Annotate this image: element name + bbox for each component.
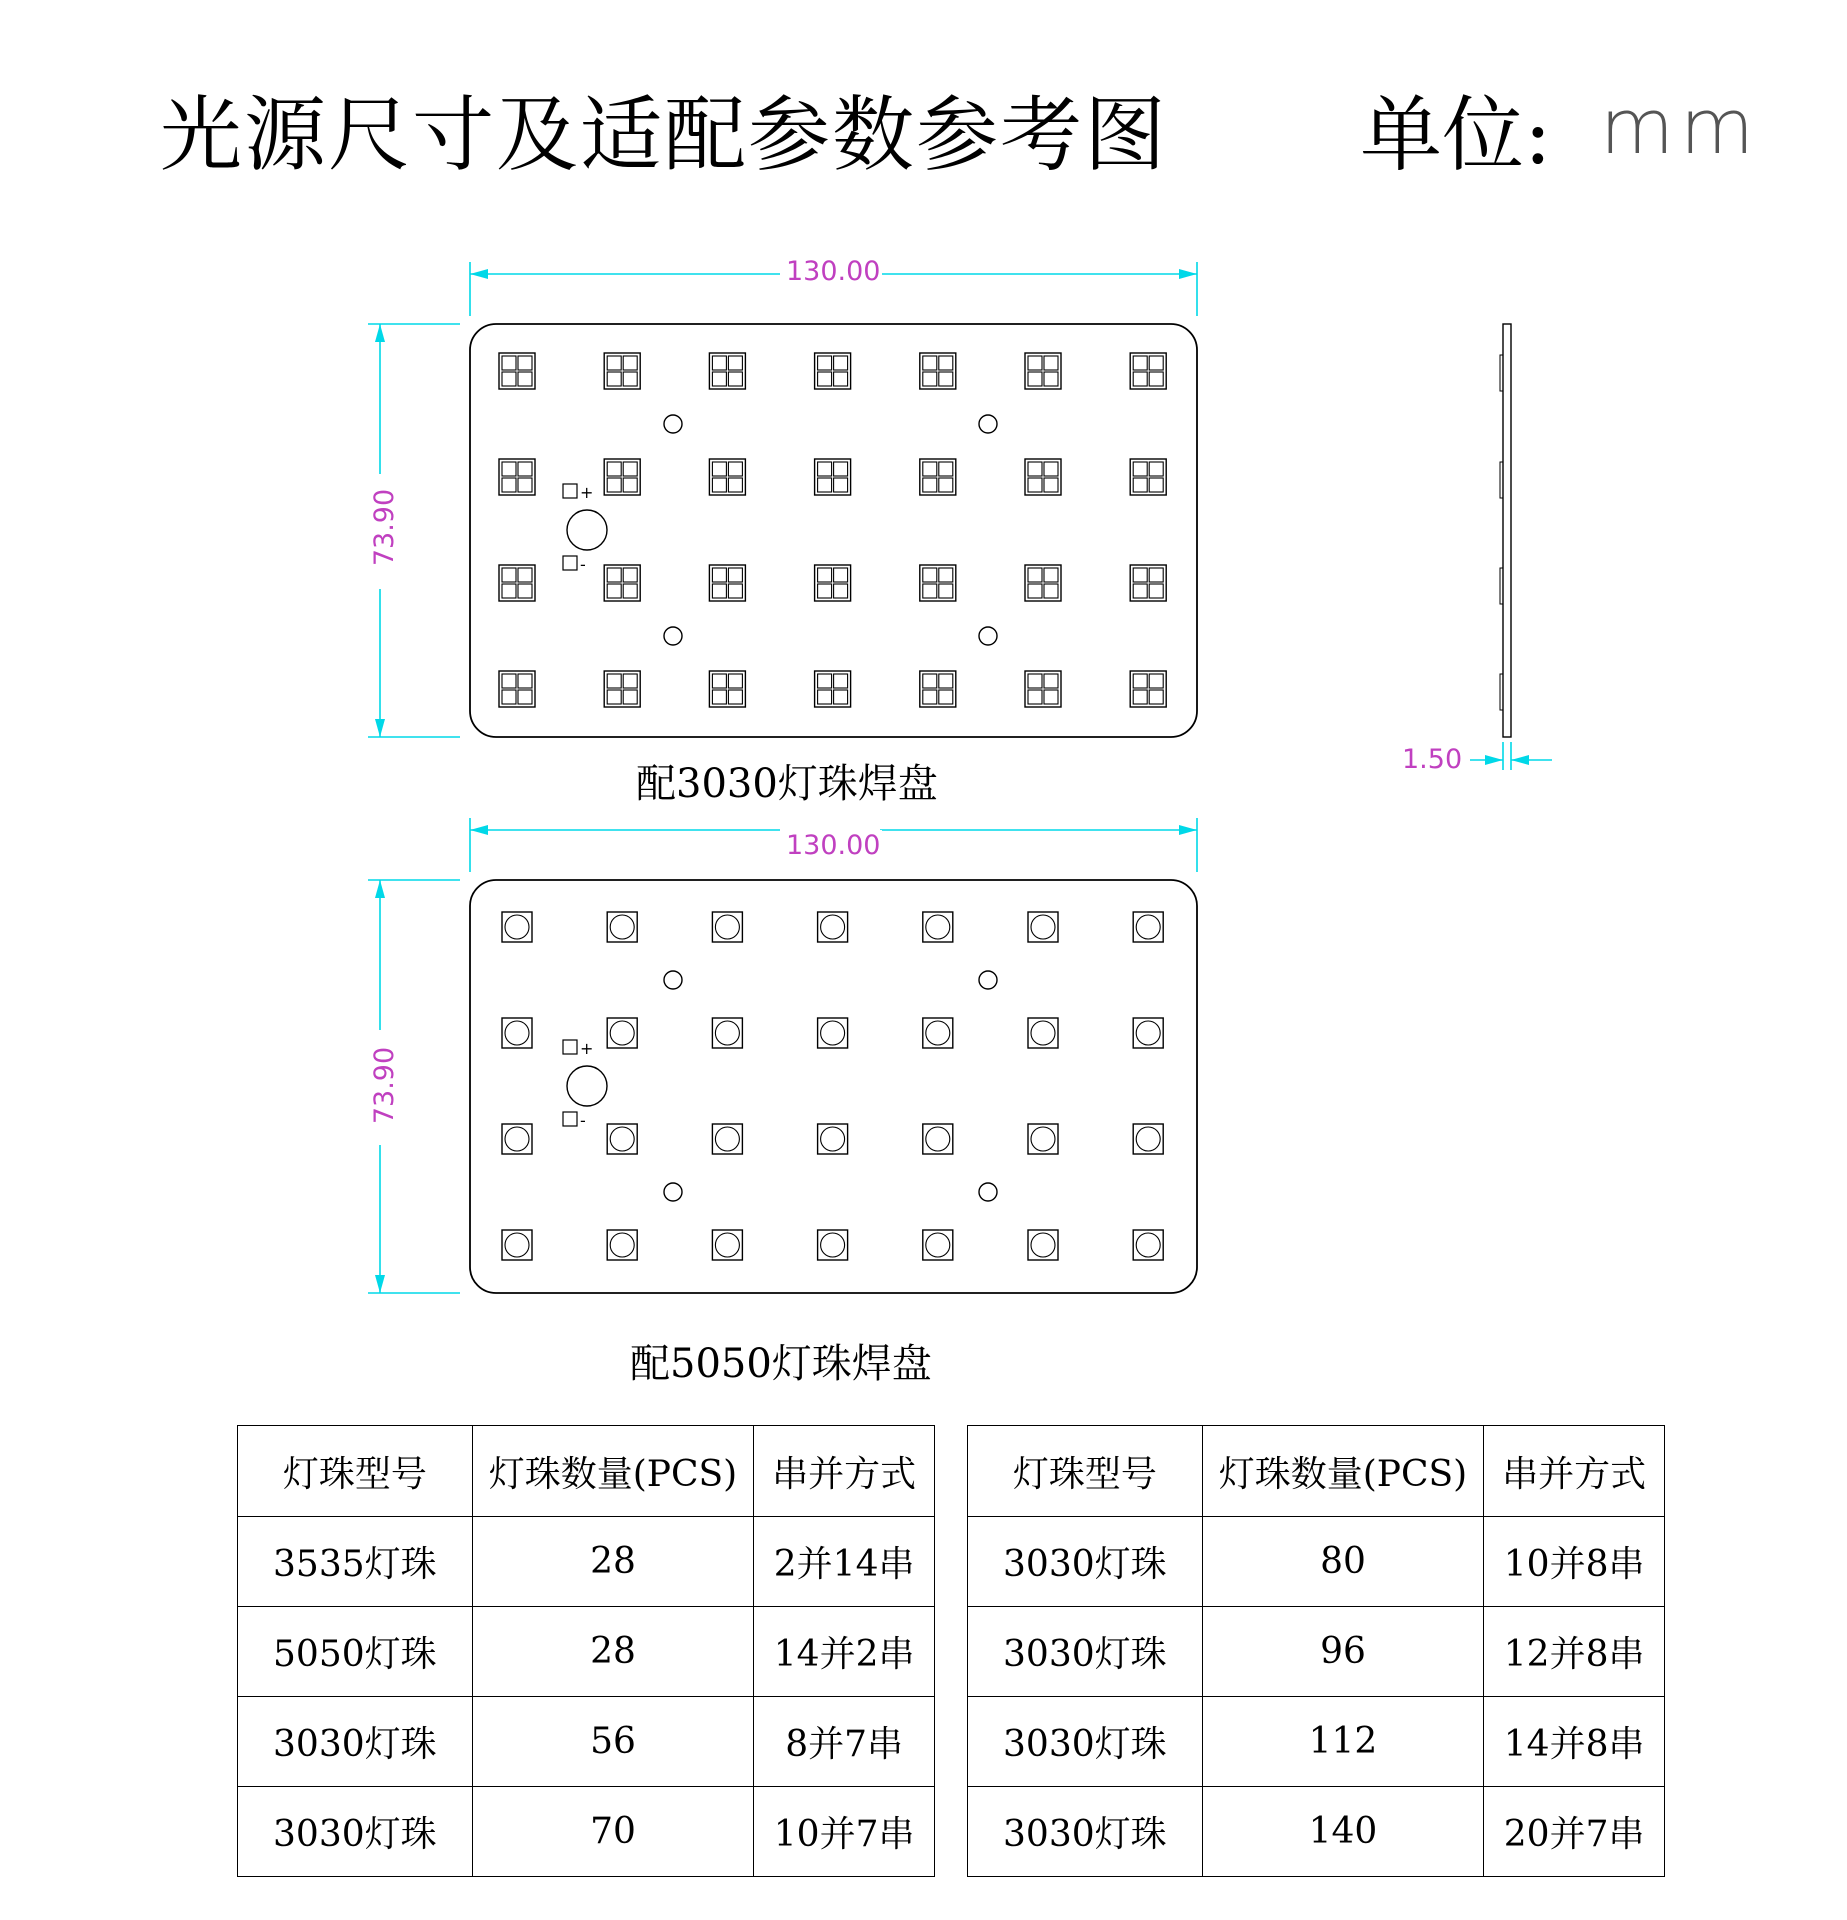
cell-led-count: 96 xyxy=(1202,1607,1484,1697)
led-pad-cell xyxy=(623,356,637,370)
terminal-plus-label: + xyxy=(580,1039,594,1058)
led-pad-5050 xyxy=(712,1124,742,1154)
led-pad-cell xyxy=(728,372,742,386)
led-pad-3030 xyxy=(1025,565,1061,601)
led-pad-cell xyxy=(834,674,848,688)
led-pad-cell xyxy=(607,478,621,492)
led-pad-cell xyxy=(939,568,953,582)
led-pad-cell xyxy=(818,372,832,386)
led-pad-circle xyxy=(610,1021,634,1045)
led-pad-cell xyxy=(728,462,742,476)
cell-led-model: 3535灯珠 xyxy=(238,1517,473,1607)
led-pad-cell xyxy=(818,584,832,598)
cell-wiring: 14并2串 xyxy=(754,1607,935,1697)
led-pad-cell xyxy=(1133,690,1147,704)
led-pad-cell xyxy=(1149,372,1163,386)
mounting-hole xyxy=(664,971,682,989)
led-pad-5050 xyxy=(1133,1018,1163,1048)
cell-led-model: 3030灯珠 xyxy=(238,1787,473,1877)
led-pad-3030 xyxy=(1025,671,1061,707)
led-pad-cell xyxy=(502,462,516,476)
led-pad-3030 xyxy=(604,671,640,707)
led-pad-5050 xyxy=(712,1230,742,1260)
led-pad-cell xyxy=(712,690,726,704)
led-pad-cell xyxy=(939,690,953,704)
board2-width-arrow-left xyxy=(470,825,488,835)
led-pad-cell xyxy=(834,356,848,370)
cell-wiring: 12并8串 xyxy=(1484,1607,1665,1697)
side-view-outline xyxy=(1503,324,1511,737)
led-pad-cell xyxy=(518,690,532,704)
led-pad-cell xyxy=(834,568,848,582)
led-pad-cell xyxy=(518,568,532,582)
led-pad-cell xyxy=(502,584,516,598)
led-pad-cell xyxy=(1133,462,1147,476)
side-thickness-dimension: 1.50 xyxy=(1402,744,1463,775)
led-pad-circle xyxy=(1031,1021,1055,1045)
mounting-hole xyxy=(979,415,997,433)
led-pad-circle xyxy=(1031,1233,1055,1257)
led-pad-5050 xyxy=(1028,1018,1058,1048)
led-pad-circle xyxy=(1136,915,1160,939)
led-pad-cell xyxy=(818,356,832,370)
mounting-hole xyxy=(979,627,997,645)
side-thickness-arrow-left xyxy=(1485,755,1503,765)
led-pad-cell xyxy=(1028,356,1042,370)
led-pad-cell xyxy=(1044,674,1058,688)
led-pad-3030 xyxy=(1025,459,1061,495)
cell-led-count: 140 xyxy=(1202,1787,1484,1877)
led-pad-3030 xyxy=(920,459,956,495)
led-pad-cell xyxy=(939,356,953,370)
led-pad-3030 xyxy=(815,459,851,495)
led-pad-circle xyxy=(821,1021,845,1045)
led-pad-circle xyxy=(715,915,739,939)
led-pad-circle xyxy=(926,1233,950,1257)
led-pad-circle xyxy=(926,915,950,939)
led-pad-cell xyxy=(1044,584,1058,598)
led-pad-cell xyxy=(502,568,516,582)
led-pad-cell xyxy=(502,674,516,688)
page-title: 光源尺寸及适配参数参考图 xyxy=(160,88,1169,183)
led-pad-cell xyxy=(1133,568,1147,582)
led-pad-5050 xyxy=(1133,1124,1163,1154)
led-pad-cell xyxy=(728,478,742,492)
led-pad-cell xyxy=(1044,356,1058,370)
side-thickness-arrow-right xyxy=(1511,755,1529,765)
terminal-minus-pad xyxy=(563,1112,577,1126)
led-pad-5050 xyxy=(818,1230,848,1260)
led-pad-cell xyxy=(1044,690,1058,704)
led-pad-circle xyxy=(1136,1233,1160,1257)
led-pad-cell xyxy=(518,478,532,492)
led-pad-3030 xyxy=(499,565,535,601)
cell-led-count: 112 xyxy=(1202,1697,1484,1787)
table-row xyxy=(238,1697,935,1787)
led-pad-circle xyxy=(610,1233,634,1257)
led-pad-5050 xyxy=(818,1124,848,1154)
led-pad-cell xyxy=(518,462,532,476)
led-pad-cell xyxy=(1149,568,1163,582)
header-led-model: 灯珠型号 xyxy=(968,1426,1203,1517)
led-pad-cell xyxy=(623,372,637,386)
cell-led-count: 56 xyxy=(472,1697,754,1787)
led-pad-5050 xyxy=(1028,1230,1058,1260)
led-pad-cell xyxy=(1133,372,1147,386)
led-pad-cell xyxy=(728,356,742,370)
led-pad-5050 xyxy=(923,1018,953,1048)
led-pad-3030 xyxy=(920,671,956,707)
terminal-plus-pad xyxy=(563,1040,577,1054)
led-pad-cell xyxy=(607,372,621,386)
table-row xyxy=(968,1697,1665,1787)
header-wiring: 串并方式 xyxy=(1484,1426,1665,1517)
led-pad-cell xyxy=(623,462,637,476)
cell-wiring: 10并8串 xyxy=(1484,1517,1665,1607)
led-pad-cell xyxy=(502,372,516,386)
table-header-row xyxy=(238,1426,935,1517)
led-pad-3030 xyxy=(604,353,640,389)
led-pad-5050 xyxy=(923,1124,953,1154)
led-pad-3030 xyxy=(1130,353,1166,389)
led-pad-3030 xyxy=(1025,353,1061,389)
led-pad-cell xyxy=(939,462,953,476)
led-pad-cell xyxy=(1149,356,1163,370)
terminal-plus-pad xyxy=(563,484,577,498)
led-pad-circle xyxy=(821,1233,845,1257)
led-pad-cell xyxy=(834,584,848,598)
led-pad-5050 xyxy=(712,1018,742,1048)
led-pad-circle xyxy=(926,1127,950,1151)
led-pad-cell xyxy=(818,690,832,704)
led-pad-cell xyxy=(728,690,742,704)
led-pad-cell xyxy=(728,674,742,688)
mounting-hole xyxy=(979,971,997,989)
led-pad-3030 xyxy=(709,671,745,707)
mounting-hole xyxy=(664,1183,682,1201)
led-pad-cell xyxy=(1133,478,1147,492)
led-pad-3030 xyxy=(709,459,745,495)
led-pad-cell xyxy=(818,674,832,688)
cell-led-model: 3030灯珠 xyxy=(968,1517,1203,1607)
led-pad-cell xyxy=(1044,568,1058,582)
led-pad-5050 xyxy=(923,1230,953,1260)
led-pad-cell xyxy=(923,690,937,704)
led-pad-cell xyxy=(923,356,937,370)
side-view-led xyxy=(1500,568,1503,604)
led-pad-5050 xyxy=(712,912,742,942)
unit-label: 单位: xyxy=(1360,88,1552,183)
board2-width-arrow-right xyxy=(1179,825,1197,835)
led-pad-5050 xyxy=(1133,1230,1163,1260)
cell-led-count: 28 xyxy=(472,1607,754,1697)
led-pad-5050 xyxy=(607,912,637,942)
led-pad-circle xyxy=(821,915,845,939)
led-pad-cell xyxy=(818,568,832,582)
table-row xyxy=(968,1517,1665,1607)
led-pad-cell xyxy=(939,674,953,688)
led-pad-cell xyxy=(712,584,726,598)
led-pad-3030 xyxy=(499,459,535,495)
led-pad-circle xyxy=(715,1233,739,1257)
led-pad-3030 xyxy=(815,353,851,389)
led-pad-cell xyxy=(607,462,621,476)
table-row xyxy=(238,1517,935,1607)
table-row xyxy=(968,1607,1665,1697)
led-pad-circle xyxy=(505,1021,529,1045)
led-pad-3030 xyxy=(499,671,535,707)
led-pad-circle xyxy=(505,915,529,939)
led-pad-cell xyxy=(502,356,516,370)
led-pad-5050 xyxy=(818,1018,848,1048)
led-pad-cell xyxy=(1149,478,1163,492)
cell-wiring: 2并14串 xyxy=(754,1517,935,1607)
led-pad-cell xyxy=(1044,462,1058,476)
led-pad-5050 xyxy=(1133,912,1163,942)
mounting-hole xyxy=(664,415,682,433)
led-pad-cell xyxy=(1044,372,1058,386)
led-pad-5050 xyxy=(607,1018,637,1048)
header-wiring: 串并方式 xyxy=(754,1426,935,1517)
led-pad-cell xyxy=(1149,690,1163,704)
led-pad-cell xyxy=(623,690,637,704)
led-pad-3030 xyxy=(815,565,851,601)
led-pad-cell xyxy=(1028,478,1042,492)
led-pad-cell xyxy=(712,674,726,688)
led-pad-cell xyxy=(712,568,726,582)
board1-width-arrow-left xyxy=(470,269,488,279)
led-pad-circle xyxy=(1136,1021,1160,1045)
led-pad-cell xyxy=(923,674,937,688)
led-pad-cell xyxy=(623,584,637,598)
led-pad-cell xyxy=(607,674,621,688)
table-header-row xyxy=(968,1426,1665,1517)
cell-led-model: 3030灯珠 xyxy=(968,1697,1203,1787)
led-pad-5050 xyxy=(818,912,848,942)
header-led-model: 灯珠型号 xyxy=(238,1426,473,1517)
side-view-led xyxy=(1500,355,1503,391)
led-pad-circle xyxy=(926,1021,950,1045)
led-pad-cell xyxy=(607,568,621,582)
led-pad-cell xyxy=(1149,674,1163,688)
side-view-led xyxy=(1500,462,1503,498)
led-pad-5050 xyxy=(607,1124,637,1154)
led-pad-5050 xyxy=(502,1018,532,1048)
led-pad-cell xyxy=(923,568,937,582)
led-pad-cell xyxy=(834,690,848,704)
board1-width-arrow-right xyxy=(1179,269,1197,279)
spec-table-left xyxy=(237,1425,935,1877)
terminal-plus-label: + xyxy=(580,483,594,502)
cell-led-count: 80 xyxy=(1202,1517,1484,1607)
led-pad-circle xyxy=(1031,1127,1055,1151)
led-pad-cell xyxy=(923,462,937,476)
cell-wiring: 10并7串 xyxy=(754,1787,935,1877)
board1-width-dimension: 130.00 xyxy=(786,256,881,287)
led-pad-5050 xyxy=(502,1124,532,1154)
mounting-hole xyxy=(979,1183,997,1201)
led-pad-cell xyxy=(939,372,953,386)
led-pad-cell xyxy=(728,568,742,582)
led-pad-cell xyxy=(607,690,621,704)
cell-led-count: 28 xyxy=(472,1517,754,1607)
led-pad-cell xyxy=(818,478,832,492)
led-pad-cell xyxy=(518,584,532,598)
led-pad-cell xyxy=(1133,674,1147,688)
led-pad-cell xyxy=(518,674,532,688)
led-pad-cell xyxy=(939,478,953,492)
cell-led-model: 3030灯珠 xyxy=(238,1697,473,1787)
board1-height-arrow-bottom xyxy=(375,719,385,737)
led-pad-3030 xyxy=(815,671,851,707)
spec-table-right xyxy=(967,1425,1665,1877)
led-pad-3030 xyxy=(709,565,745,601)
led-pad-circle xyxy=(715,1127,739,1151)
led-pad-3030 xyxy=(604,565,640,601)
led-pad-cell xyxy=(712,462,726,476)
led-pad-cell xyxy=(834,462,848,476)
board1-height-arrow-top xyxy=(375,324,385,342)
board1-height-dimension: 73.90 xyxy=(369,488,401,567)
led-pad-cell xyxy=(607,584,621,598)
led-pad-5050 xyxy=(923,912,953,942)
led-pad-cell xyxy=(834,478,848,492)
led-pad-circle xyxy=(1136,1127,1160,1151)
led-pad-cell xyxy=(1028,462,1042,476)
led-pad-cell xyxy=(1028,674,1042,688)
led-pad-3030 xyxy=(1130,459,1166,495)
led-pad-3030 xyxy=(604,459,640,495)
board1-caption: 配3030灯珠焊盘 xyxy=(636,761,938,807)
led-pad-3030 xyxy=(499,353,535,389)
led-pad-circle xyxy=(1031,915,1055,939)
led-pad-cell xyxy=(502,690,516,704)
header-led-count: 灯珠数量(PCS) xyxy=(472,1426,754,1517)
header-led-count: 灯珠数量(PCS) xyxy=(1202,1426,1484,1517)
led-pad-circle xyxy=(715,1021,739,1045)
led-pad-cell xyxy=(518,372,532,386)
cell-led-count: 70 xyxy=(472,1787,754,1877)
led-pad-circle xyxy=(610,915,634,939)
led-pad-5050 xyxy=(502,1230,532,1260)
wire-hole xyxy=(567,510,607,550)
led-pad-cell xyxy=(1028,568,1042,582)
led-pad-cell xyxy=(502,478,516,492)
led-pad-cell xyxy=(712,372,726,386)
led-pad-circle xyxy=(505,1233,529,1257)
led-pad-cell xyxy=(923,478,937,492)
led-pad-5050 xyxy=(1028,1124,1058,1154)
led-pad-cell xyxy=(623,674,637,688)
led-pad-cell xyxy=(728,584,742,598)
led-pad-cell xyxy=(1133,356,1147,370)
led-pad-cell xyxy=(623,568,637,582)
led-pad-cell xyxy=(1028,584,1042,598)
led-pad-cell xyxy=(712,478,726,492)
cell-wiring: 8并7串 xyxy=(754,1697,935,1787)
led-pad-cell xyxy=(1044,478,1058,492)
cell-led-model: 3030灯珠 xyxy=(968,1787,1203,1877)
cell-led-model: 5050灯珠 xyxy=(238,1607,473,1697)
board2-height-arrow-top xyxy=(375,880,385,898)
led-pad-cell xyxy=(1028,690,1042,704)
board2-height-arrow-bottom xyxy=(375,1275,385,1293)
cell-wiring: 20并7串 xyxy=(1484,1787,1665,1877)
terminal-minus-pad xyxy=(563,556,577,570)
cell-led-model: 3030灯珠 xyxy=(968,1607,1203,1697)
led-pad-cell xyxy=(623,478,637,492)
board2-width-dimension: 130.00 xyxy=(786,830,881,861)
led-pad-5050 xyxy=(1028,912,1058,942)
cell-wiring: 14并8串 xyxy=(1484,1697,1665,1787)
led-pad-cell xyxy=(923,372,937,386)
led-pad-cell xyxy=(939,584,953,598)
unit-value: mm xyxy=(1600,82,1761,171)
led-pad-cell xyxy=(1149,584,1163,598)
board2-caption: 配5050灯珠焊盘 xyxy=(630,1341,932,1387)
table-row xyxy=(238,1787,935,1877)
mounting-hole xyxy=(664,627,682,645)
led-pad-5050 xyxy=(607,1230,637,1260)
led-pad-3030 xyxy=(1130,671,1166,707)
wire-hole xyxy=(567,1066,607,1106)
led-pad-cell xyxy=(518,356,532,370)
led-pad-circle xyxy=(505,1127,529,1151)
led-pad-circle xyxy=(610,1127,634,1151)
led-pad-3030 xyxy=(1130,565,1166,601)
led-pad-circle xyxy=(821,1127,845,1151)
led-pad-cell xyxy=(818,462,832,476)
led-pad-cell xyxy=(1133,584,1147,598)
table-row xyxy=(238,1607,935,1697)
led-pad-5050 xyxy=(502,912,532,942)
led-pad-3030 xyxy=(920,565,956,601)
table-row xyxy=(968,1787,1665,1877)
terminal-minus-label: - xyxy=(580,555,586,574)
side-view-led xyxy=(1500,674,1503,710)
led-pad-cell xyxy=(712,356,726,370)
led-pad-cell xyxy=(1028,372,1042,386)
board2-height-dimension: 73.90 xyxy=(369,1046,401,1125)
led-pad-3030 xyxy=(920,353,956,389)
led-pad-cell xyxy=(834,372,848,386)
led-pad-cell xyxy=(1149,462,1163,476)
led-pad-3030 xyxy=(709,353,745,389)
led-pad-cell xyxy=(923,584,937,598)
terminal-minus-label: - xyxy=(580,1111,586,1130)
led-pad-cell xyxy=(607,356,621,370)
